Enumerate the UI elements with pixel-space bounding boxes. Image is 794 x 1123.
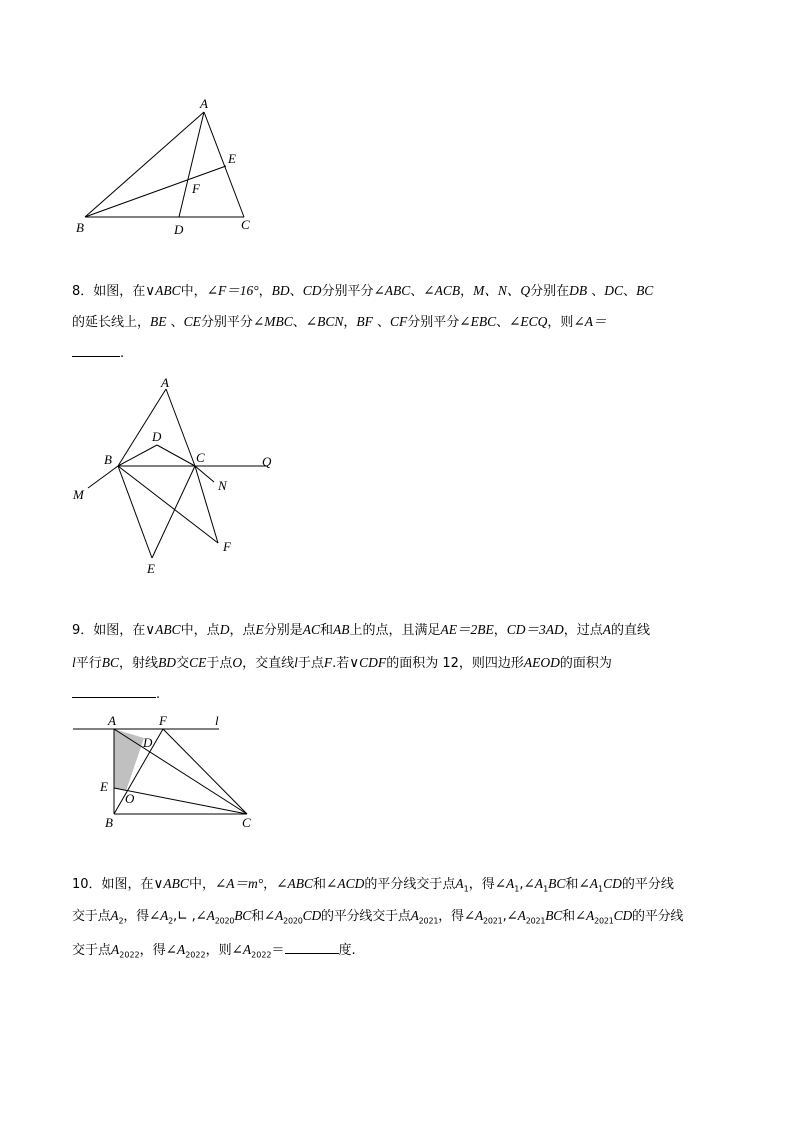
question-10-line-3: 交于点$A_{2022}$，得$\angle A_{2022}$，则$\angle A_{2022}=$ 度. — [72, 942, 356, 960]
question-10-line-1: 10．如图，在∨ABC中，∠A＝m°，∠ABC和∠ACD的平分线交于点$A_1$，得$\angle A_1,\angle A_1BC$和$\angle A_1CD$的平分线 — [72, 876, 674, 894]
label-f: F — [223, 539, 231, 554]
label-a: A — [108, 713, 116, 728]
label-b: B — [76, 220, 84, 235]
label-c: C — [241, 217, 250, 232]
question-8-line-1: 8．如图，在∨ABC中，∠F＝16°，BD、CD分别平分∠ABC、∠ACB，M、N、Q分别在DB 、DC、BC — [72, 283, 654, 299]
label-b: B — [104, 452, 112, 467]
label-l: l — [215, 713, 219, 728]
label-c: C — [242, 815, 251, 830]
label-o: O — [125, 791, 135, 806]
answer-blank-10[interactable] — [285, 941, 339, 954]
question-8-line-2: 的延长线上，BE 、CE分别平分∠MBC、∠BCN，BF 、CF分别平分∠EBC、∠ECQ，则∠A＝ — [72, 314, 607, 330]
label-d: D — [143, 735, 153, 750]
segment-fc — [163, 729, 247, 814]
label-f: F — [192, 181, 200, 196]
label-q: Q — [262, 454, 272, 469]
question-8-line-3: . — [72, 344, 124, 362]
question-10-line-2: 交于点$A_2$，得$\angle A_2,∟$ $,\angle A_{2020}BC$和$\angle A_{2020}CD$的平分线交于点$A_{2021}$，得$\angle A_{2021},\angle A_{2021}BC$和$\angle A_{2021}CD$的平分线 — [72, 908, 684, 926]
label-e: E — [100, 779, 108, 794]
question-9-line-1: 9．如图，在∨ABC中，点D，点E分别是AC和AB上的点，且满足AE＝2BE，CD＝3AD，过点A的直线 — [72, 622, 651, 638]
label-a: A — [161, 375, 169, 390]
question-9-line-3: . — [72, 685, 160, 703]
label-e: E — [147, 561, 155, 576]
label-f: F — [159, 713, 167, 728]
label-d: D — [152, 429, 162, 444]
label-n: N — [218, 478, 227, 493]
label-a: A — [200, 96, 208, 111]
label-m: M — [73, 487, 84, 502]
label-d: D — [174, 222, 184, 237]
label-c: C — [196, 450, 205, 465]
label-b: B — [105, 815, 113, 830]
label-e: E — [228, 151, 236, 166]
question-9-line-2: l平行BC，射线BD交CE于点O，交直线l于点F.若∨CDF的面积为 12，则四边形AEOD的面积为 — [72, 655, 612, 671]
